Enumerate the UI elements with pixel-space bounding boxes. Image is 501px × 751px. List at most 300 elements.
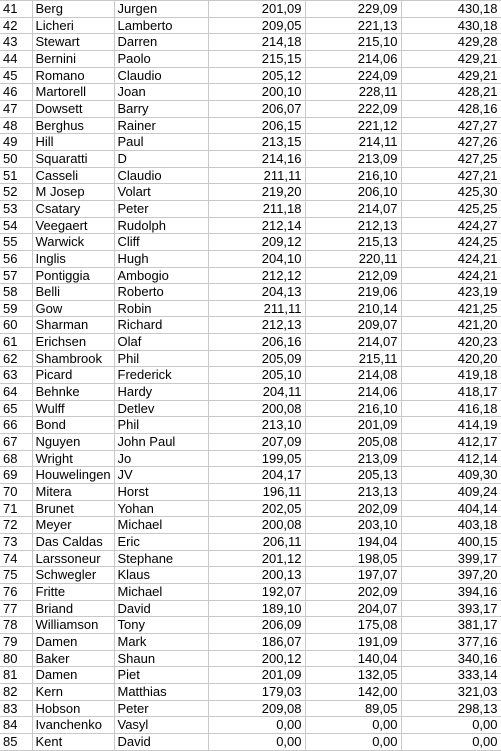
total-score-cell[interactable]: 412,14 (401, 450, 501, 467)
last-name-cell[interactable]: Hill (32, 134, 114, 151)
rank-cell[interactable]: 43 (0, 34, 32, 51)
first-name-cell[interactable]: Paul (114, 134, 208, 151)
score-1-cell[interactable]: 0,00 (208, 733, 305, 750)
total-score-cell[interactable]: 404,14 (401, 500, 501, 517)
score-2-cell[interactable]: 203,10 (305, 517, 401, 534)
rank-cell[interactable]: 51 (0, 167, 32, 184)
total-score-cell[interactable]: 423,19 (401, 284, 501, 301)
score-1-cell[interactable]: 214,18 (208, 34, 305, 51)
score-1-cell[interactable]: 211,18 (208, 200, 305, 217)
total-score-cell[interactable]: 427,26 (401, 134, 501, 151)
first-name-cell[interactable]: John Paul (114, 434, 208, 451)
score-2-cell[interactable]: 213,09 (305, 450, 401, 467)
score-1-cell[interactable]: 209,05 (208, 17, 305, 34)
rank-cell[interactable]: 56 (0, 250, 32, 267)
table-row (0, 300, 501, 317)
table-row (0, 184, 501, 201)
rank-cell[interactable]: 77 (0, 600, 32, 617)
table-row (0, 450, 501, 467)
last-name-cell[interactable]: Squaratti (32, 150, 114, 167)
total-score-cell[interactable]: 429,21 (401, 67, 501, 84)
score-1-cell[interactable]: 206,09 (208, 617, 305, 634)
rank-cell[interactable]: 81 (0, 667, 32, 684)
last-name-cell[interactable]: Behnke (32, 384, 114, 401)
table-row (0, 50, 501, 67)
score-2-cell[interactable]: 219,06 (305, 284, 401, 301)
score-1-cell[interactable]: 211,11 (208, 300, 305, 317)
last-name-cell[interactable]: Wright (32, 450, 114, 467)
score-2-cell[interactable]: 212,09 (305, 267, 401, 284)
score-2-cell[interactable]: 221,13 (305, 17, 401, 34)
total-score-cell[interactable]: 409,24 (401, 484, 501, 501)
rank-cell[interactable]: 64 (0, 384, 32, 401)
first-name-cell[interactable]: Phil (114, 350, 208, 367)
first-name-cell[interactable]: D (114, 150, 208, 167)
table-row (0, 100, 501, 117)
last-name-cell[interactable]: Brunet (32, 500, 114, 517)
first-name-cell[interactable]: Horst (114, 484, 208, 501)
rank-cell[interactable]: 85 (0, 733, 32, 750)
rank-cell[interactable]: 83 (0, 700, 32, 717)
rank-cell[interactable]: 41 (0, 1, 32, 18)
table-row (0, 700, 501, 717)
last-name-cell[interactable]: Damen (32, 633, 114, 650)
score-2-cell[interactable]: 209,07 (305, 317, 401, 334)
rank-cell[interactable]: 53 (0, 200, 32, 217)
total-score-cell[interactable]: 418,17 (401, 384, 501, 401)
rank-cell[interactable]: 54 (0, 217, 32, 234)
last-name-cell[interactable]: Meyer (32, 517, 114, 534)
total-score-cell[interactable]: 428,16 (401, 100, 501, 117)
score-1-cell[interactable]: 205,12 (208, 67, 305, 84)
rank-cell[interactable]: 55 (0, 234, 32, 251)
first-name-cell[interactable]: Claudio (114, 167, 208, 184)
last-name-cell[interactable]: Pontiggia (32, 267, 114, 284)
first-name-cell[interactable]: Lamberto (114, 17, 208, 34)
last-name-cell[interactable]: Warwick (32, 234, 114, 251)
last-name-cell[interactable]: M Josep (32, 184, 114, 201)
last-name-cell[interactable]: Fritte (32, 583, 114, 600)
first-name-cell[interactable]: Eric (114, 534, 208, 551)
rank-cell[interactable]: 42 (0, 17, 32, 34)
score-1-cell[interactable]: 209,12 (208, 234, 305, 251)
last-name-cell[interactable]: Schwegler (32, 567, 114, 584)
last-name-cell[interactable]: Dowsett (32, 100, 114, 117)
last-name-cell[interactable]: Bond (32, 417, 114, 434)
table-row (0, 117, 501, 134)
score-2-cell[interactable]: 213,13 (305, 484, 401, 501)
total-score-cell[interactable]: 409,30 (401, 467, 501, 484)
total-score-cell[interactable]: 403,18 (401, 517, 501, 534)
table-row (0, 17, 501, 34)
score-2-cell[interactable]: 132,05 (305, 667, 401, 684)
score-1-cell[interactable]: 215,15 (208, 50, 305, 67)
total-score-cell[interactable]: 430,18 (401, 17, 501, 34)
last-name-cell[interactable]: Kern (32, 683, 114, 700)
rank-cell[interactable]: 65 (0, 400, 32, 417)
score-2-cell[interactable]: 175,08 (305, 617, 401, 634)
score-2-cell[interactable]: 191,09 (305, 633, 401, 650)
total-score-cell[interactable]: 394,16 (401, 583, 501, 600)
last-name-cell[interactable]: Damen (32, 667, 114, 684)
last-name-cell[interactable]: Larssoneur (32, 550, 114, 567)
total-score-cell[interactable]: 425,25 (401, 200, 501, 217)
score-1-cell[interactable]: 206,07 (208, 100, 305, 117)
total-score-cell[interactable]: 427,25 (401, 150, 501, 167)
score-2-cell[interactable]: 89,05 (305, 700, 401, 717)
total-score-cell[interactable]: 420,23 (401, 334, 501, 351)
rank-cell[interactable]: 84 (0, 717, 32, 734)
first-name-cell[interactable]: Stephane (114, 550, 208, 567)
total-score-cell[interactable]: 427,27 (401, 117, 501, 134)
rank-cell[interactable]: 45 (0, 67, 32, 84)
total-score-cell[interactable]: 425,30 (401, 184, 501, 201)
score-2-cell[interactable]: 202,09 (305, 583, 401, 600)
total-score-cell[interactable]: 416,18 (401, 400, 501, 417)
first-name-cell[interactable]: Vasyl (114, 717, 208, 734)
score-2-cell[interactable]: 229,09 (305, 1, 401, 18)
total-score-cell[interactable]: 340,16 (401, 650, 501, 667)
score-1-cell[interactable]: 0,00 (208, 717, 305, 734)
score-1-cell[interactable]: 207,09 (208, 434, 305, 451)
total-score-cell[interactable]: 428,21 (401, 84, 501, 101)
rank-cell[interactable]: 66 (0, 417, 32, 434)
table-row (0, 617, 501, 634)
score-1-cell[interactable]: 213,10 (208, 417, 305, 434)
last-name-cell[interactable]: Das Caldas (32, 534, 114, 551)
score-2-cell[interactable]: 214,07 (305, 334, 401, 351)
score-2-cell[interactable]: 213,09 (305, 150, 401, 167)
rank-cell[interactable]: 70 (0, 484, 32, 501)
score-2-cell[interactable]: 204,07 (305, 600, 401, 617)
score-1-cell[interactable]: 202,05 (208, 500, 305, 517)
last-name-cell[interactable]: Gow (32, 300, 114, 317)
score-1-cell[interactable]: 204,11 (208, 384, 305, 401)
first-name-cell[interactable]: Volart (114, 184, 208, 201)
first-name-cell[interactable]: JV (114, 467, 208, 484)
first-name-cell[interactable]: Frederick (114, 367, 208, 384)
score-2-cell[interactable]: 216,10 (305, 167, 401, 184)
total-score-cell[interactable]: 397,20 (401, 567, 501, 584)
last-name-cell[interactable]: Berg (32, 1, 114, 18)
first-name-cell[interactable]: Hugh (114, 250, 208, 267)
total-score-cell[interactable]: 424,25 (401, 234, 501, 251)
first-name-cell[interactable]: Claudio (114, 67, 208, 84)
table-row (0, 484, 501, 501)
rank-cell[interactable]: 50 (0, 150, 32, 167)
score-2-cell[interactable]: 205,08 (305, 434, 401, 451)
score-2-cell[interactable]: 0,00 (305, 717, 401, 734)
last-name-cell[interactable]: Picard (32, 367, 114, 384)
total-score-cell[interactable]: 377,16 (401, 633, 501, 650)
score-2-cell[interactable]: 206,10 (305, 184, 401, 201)
total-score-cell[interactable]: 321,03 (401, 683, 501, 700)
total-score-cell[interactable]: 429,21 (401, 50, 501, 67)
score-2-cell[interactable]: 214,08 (305, 367, 401, 384)
score-1-cell[interactable]: 204,13 (208, 284, 305, 301)
score-2-cell[interactable]: 212,13 (305, 217, 401, 234)
total-score-cell[interactable]: 430,18 (401, 1, 501, 18)
last-name-cell[interactable]: Stewart (32, 34, 114, 51)
rank-cell[interactable]: 71 (0, 500, 32, 517)
score-1-cell[interactable]: 200,08 (208, 400, 305, 417)
total-score-cell[interactable]: 0,00 (401, 717, 501, 734)
score-2-cell[interactable]: 142,00 (305, 683, 401, 700)
rank-cell[interactable]: 69 (0, 467, 32, 484)
rank-cell[interactable]: 48 (0, 117, 32, 134)
total-score-cell[interactable]: 298,13 (401, 700, 501, 717)
first-name-cell[interactable]: Jo (114, 450, 208, 467)
table-row (0, 167, 501, 184)
first-name-cell[interactable]: Michael (114, 583, 208, 600)
total-score-cell[interactable]: 429,28 (401, 34, 501, 51)
rank-cell[interactable]: 52 (0, 184, 32, 201)
score-2-cell[interactable]: 215,10 (305, 34, 401, 51)
total-score-cell[interactable]: 381,17 (401, 617, 501, 634)
score-1-cell[interactable]: 206,16 (208, 334, 305, 351)
score-2-cell[interactable]: 221,12 (305, 117, 401, 134)
score-1-cell[interactable]: 212,12 (208, 267, 305, 284)
score-2-cell[interactable]: 194,04 (305, 534, 401, 551)
score-1-cell[interactable]: 200,08 (208, 517, 305, 534)
score-2-cell[interactable]: 214,06 (305, 50, 401, 67)
rank-cell[interactable]: 73 (0, 534, 32, 551)
first-name-cell[interactable]: Tony (114, 617, 208, 634)
table-row (0, 317, 501, 334)
last-name-cell[interactable]: Nguyen (32, 434, 114, 451)
first-name-cell[interactable]: Matthias (114, 683, 208, 700)
last-name-cell[interactable]: Briand (32, 600, 114, 617)
rank-cell[interactable]: 60 (0, 317, 32, 334)
rank-cell[interactable]: 74 (0, 550, 32, 567)
rank-cell[interactable]: 76 (0, 583, 32, 600)
table-row (0, 683, 501, 700)
score-2-cell[interactable]: 197,07 (305, 567, 401, 584)
score-1-cell[interactable]: 204,17 (208, 467, 305, 484)
first-name-cell[interactable]: Joan (114, 84, 208, 101)
score-2-cell[interactable]: 220,11 (305, 250, 401, 267)
first-name-cell[interactable]: Ambogio (114, 267, 208, 284)
first-name-cell[interactable]: Shaun (114, 650, 208, 667)
table-row (0, 500, 501, 517)
score-2-cell[interactable]: 214,06 (305, 384, 401, 401)
last-name-cell[interactable]: Sharman (32, 317, 114, 334)
rank-cell[interactable]: 58 (0, 284, 32, 301)
total-score-cell[interactable]: 414,19 (401, 417, 501, 434)
first-name-cell[interactable]: Richard (114, 317, 208, 334)
last-name-cell[interactable]: Martorell (32, 84, 114, 101)
total-score-cell[interactable]: 393,17 (401, 600, 501, 617)
score-2-cell[interactable]: 198,05 (305, 550, 401, 567)
rank-cell[interactable]: 68 (0, 450, 32, 467)
total-score-cell[interactable]: 424,21 (401, 250, 501, 267)
last-name-cell[interactable]: Erichsen (32, 334, 114, 351)
rank-cell[interactable]: 79 (0, 633, 32, 650)
first-name-cell[interactable]: Michael (114, 517, 208, 534)
last-name-cell[interactable]: Belli (32, 284, 114, 301)
score-2-cell[interactable]: 224,09 (305, 67, 401, 84)
table-row (0, 567, 501, 584)
score-1-cell[interactable]: 200,12 (208, 650, 305, 667)
total-score-cell[interactable]: 419,18 (401, 367, 501, 384)
score-1-cell[interactable]: 196,11 (208, 484, 305, 501)
table-row (0, 350, 501, 367)
score-2-cell[interactable]: 140,04 (305, 650, 401, 667)
table-row (0, 400, 501, 417)
score-1-cell[interactable]: 209,08 (208, 700, 305, 717)
table-row (0, 200, 501, 217)
score-2-cell[interactable]: 201,09 (305, 417, 401, 434)
total-score-cell[interactable]: 333,14 (401, 667, 501, 684)
total-score-cell[interactable]: 421,20 (401, 317, 501, 334)
score-1-cell[interactable]: 201,09 (208, 667, 305, 684)
score-2-cell[interactable]: 214,11 (305, 134, 401, 151)
score-1-cell[interactable]: 201,12 (208, 550, 305, 567)
score-1-cell[interactable]: 205,10 (208, 367, 305, 384)
first-name-cell[interactable]: Hardy (114, 384, 208, 401)
rank-cell[interactable]: 47 (0, 100, 32, 117)
last-name-cell[interactable]: Ivanchenko (32, 717, 114, 734)
rank-cell[interactable]: 57 (0, 267, 32, 284)
score-1-cell[interactable]: 200,13 (208, 567, 305, 584)
score-1-cell[interactable]: 205,09 (208, 350, 305, 367)
score-1-cell[interactable]: 192,07 (208, 583, 305, 600)
total-score-cell[interactable]: 424,21 (401, 267, 501, 284)
score-2-cell[interactable]: 202,09 (305, 500, 401, 517)
table-row (0, 267, 501, 284)
score-1-cell[interactable]: 219,20 (208, 184, 305, 201)
first-name-cell[interactable]: Cliff (114, 234, 208, 251)
table-row (0, 717, 501, 734)
rank-cell[interactable]: 63 (0, 367, 32, 384)
last-name-cell[interactable]: Casseli (32, 167, 114, 184)
first-name-cell[interactable]: Piet (114, 667, 208, 684)
score-1-cell[interactable]: 200,10 (208, 84, 305, 101)
score-1-cell[interactable]: 204,10 (208, 250, 305, 267)
rank-cell[interactable]: 61 (0, 334, 32, 351)
score-1-cell[interactable]: 199,05 (208, 450, 305, 467)
score-1-cell[interactable]: 211,11 (208, 167, 305, 184)
first-name-cell[interactable]: Jurgen (114, 1, 208, 18)
first-name-cell[interactable]: Paolo (114, 50, 208, 67)
first-name-cell[interactable]: Roberto (114, 284, 208, 301)
rank-cell[interactable]: 59 (0, 300, 32, 317)
score-1-cell[interactable]: 179,03 (208, 683, 305, 700)
rank-cell[interactable]: 82 (0, 683, 32, 700)
score-2-cell[interactable]: 215,11 (305, 350, 401, 367)
rank-cell[interactable]: 75 (0, 567, 32, 584)
total-score-cell[interactable]: 424,27 (401, 217, 501, 234)
score-1-cell[interactable]: 213,15 (208, 134, 305, 151)
last-name-cell[interactable]: Hobson (32, 700, 114, 717)
score-2-cell[interactable]: 0,00 (305, 733, 401, 750)
last-name-cell[interactable]: Berghus (32, 117, 114, 134)
score-2-cell[interactable]: 222,09 (305, 100, 401, 117)
table-row (0, 600, 501, 617)
total-score-cell[interactable]: 412,17 (401, 434, 501, 451)
last-name-cell[interactable]: Veegaert (32, 217, 114, 234)
last-name-cell[interactable]: Williamson (32, 617, 114, 634)
table-row (0, 633, 501, 650)
rank-cell[interactable]: 46 (0, 84, 32, 101)
last-name-cell[interactable]: Wulff (32, 400, 114, 417)
score-1-cell[interactable]: 206,11 (208, 534, 305, 551)
last-name-cell[interactable]: Kent (32, 733, 114, 750)
score-1-cell[interactable]: 189,10 (208, 600, 305, 617)
first-name-cell[interactable]: Robin (114, 300, 208, 317)
score-1-cell[interactable]: 201,09 (208, 1, 305, 18)
rank-cell[interactable]: 49 (0, 134, 32, 151)
score-1-cell[interactable]: 206,15 (208, 117, 305, 134)
rank-cell[interactable]: 67 (0, 434, 32, 451)
score-2-cell[interactable]: 210,14 (305, 300, 401, 317)
rank-cell[interactable]: 62 (0, 350, 32, 367)
last-name-cell[interactable]: Licheri (32, 17, 114, 34)
total-score-cell[interactable]: 427,21 (401, 167, 501, 184)
table-row (0, 417, 501, 434)
total-score-cell[interactable]: 420,20 (401, 350, 501, 367)
score-1-cell[interactable]: 212,13 (208, 317, 305, 334)
score-1-cell[interactable]: 212,14 (208, 217, 305, 234)
first-name-cell[interactable]: Barry (114, 100, 208, 117)
first-name-cell[interactable]: Rainer (114, 117, 208, 134)
rank-cell[interactable]: 44 (0, 50, 32, 67)
score-2-cell[interactable]: 214,07 (305, 200, 401, 217)
first-name-cell[interactable]: Peter (114, 200, 208, 217)
table-row (0, 217, 501, 234)
table-row (0, 667, 501, 684)
last-name-cell[interactable]: Houwelingen (32, 467, 114, 484)
first-name-cell[interactable]: Peter (114, 700, 208, 717)
last-name-cell[interactable]: Baker (32, 650, 114, 667)
last-name-cell[interactable]: Inglis (32, 250, 114, 267)
first-name-cell[interactable]: Klaus (114, 567, 208, 584)
first-name-cell[interactable]: Phil (114, 417, 208, 434)
last-name-cell[interactable]: Shambrook (32, 350, 114, 367)
total-score-cell[interactable]: 0,00 (401, 733, 501, 750)
total-score-cell[interactable]: 399,17 (401, 550, 501, 567)
first-name-cell[interactable]: Detlev (114, 400, 208, 417)
first-name-cell[interactable]: David (114, 600, 208, 617)
score-1-cell[interactable]: 214,16 (208, 150, 305, 167)
score-2-cell[interactable]: 215,13 (305, 234, 401, 251)
rank-cell[interactable]: 80 (0, 650, 32, 667)
first-name-cell[interactable]: Mark (114, 633, 208, 650)
last-name-cell[interactable]: Romano (32, 67, 114, 84)
score-1-cell[interactable]: 186,07 (208, 633, 305, 650)
rank-cell[interactable]: 78 (0, 617, 32, 634)
table-row (0, 650, 501, 667)
last-name-cell[interactable]: Csatary (32, 200, 114, 217)
first-name-cell[interactable]: Yohan (114, 500, 208, 517)
first-name-cell[interactable]: David (114, 733, 208, 750)
first-name-cell[interactable]: Olaf (114, 334, 208, 351)
total-score-cell[interactable]: 421,25 (401, 300, 501, 317)
last-name-cell[interactable]: Mitera (32, 484, 114, 501)
first-name-cell[interactable]: Darren (114, 34, 208, 51)
table-row (0, 367, 501, 384)
total-score-cell[interactable]: 400,15 (401, 534, 501, 551)
score-2-cell[interactable]: 228,11 (305, 84, 401, 101)
last-name-cell[interactable]: Bernini (32, 50, 114, 67)
score-2-cell[interactable]: 216,10 (305, 400, 401, 417)
rank-cell[interactable]: 72 (0, 517, 32, 534)
table-row (0, 67, 501, 84)
first-name-cell[interactable]: Rudolph (114, 217, 208, 234)
table-row (0, 733, 501, 750)
score-2-cell[interactable]: 205,13 (305, 467, 401, 484)
table-row (0, 150, 501, 167)
